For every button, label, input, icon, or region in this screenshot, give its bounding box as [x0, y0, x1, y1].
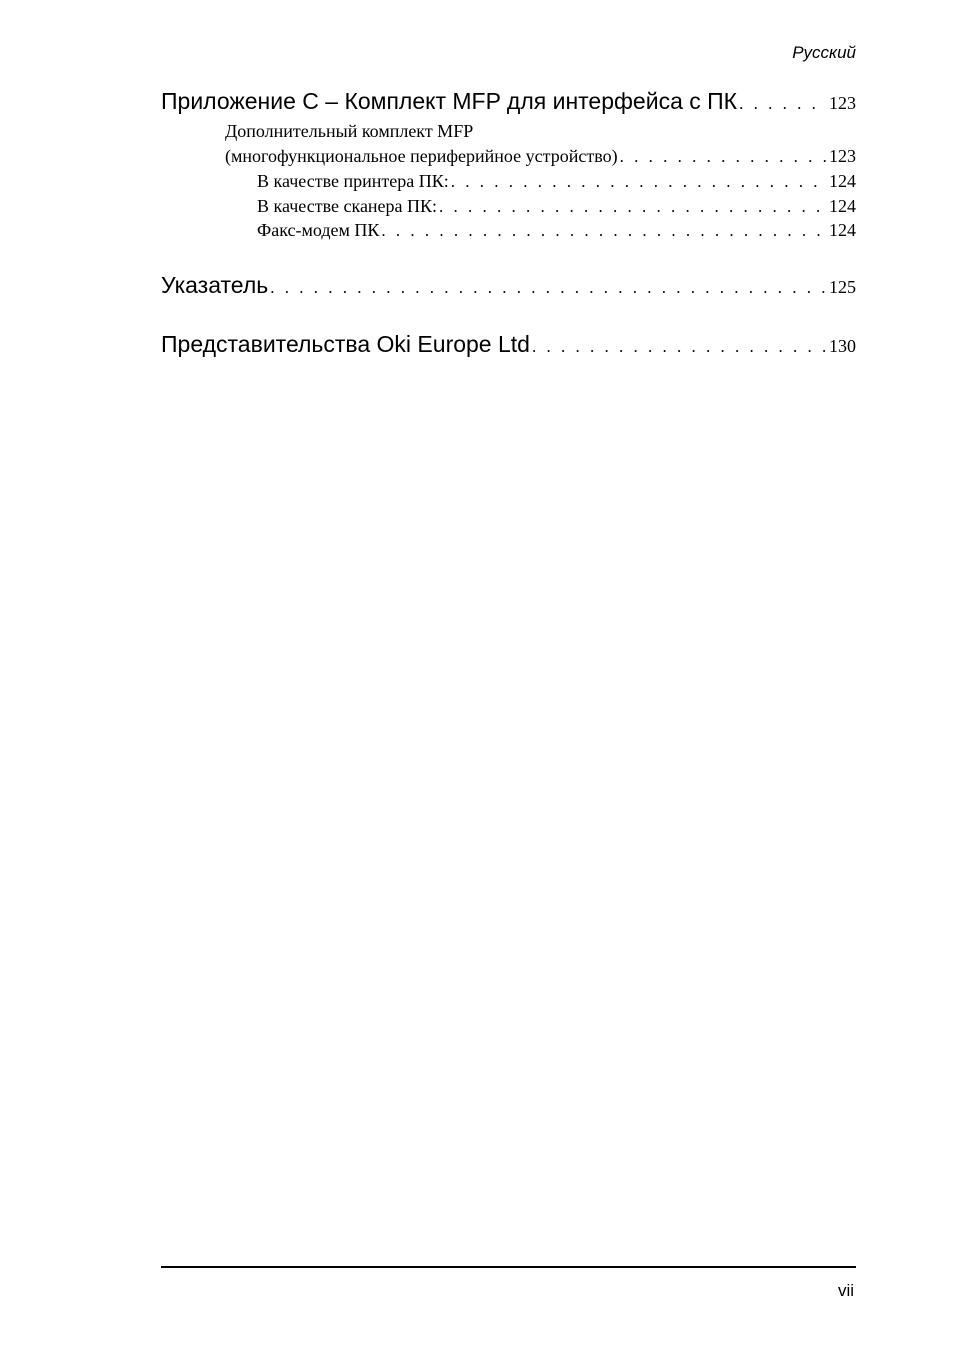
- toc-entry-index[interactable]: [161, 272, 856, 299]
- toc-entry-title: Приложение C – Комплект MFP для интерфейса с ПК: [161, 88, 738, 114]
- toc-entry-page: 124: [829, 220, 856, 240]
- dot-leader: [270, 278, 827, 298]
- toc-entry-page: 124: [829, 171, 856, 191]
- dot-leader: [451, 172, 827, 192]
- toc-entry-title: (многофункциональное периферийное устройство): [225, 146, 618, 166]
- toc-entry-title: Указатель: [161, 272, 269, 298]
- toc-entry-page: 123: [829, 93, 856, 113]
- toc-entry-title: В качестве принтера ПК:: [257, 171, 449, 191]
- toc-entry-mfp-kit-line1: Дополнительный комплект MFP: [225, 121, 474, 141]
- footer-page-number: vii: [837, 1281, 854, 1300]
- toc-entry-as-printer[interactable]: [257, 171, 856, 192]
- dot-leader: [620, 147, 827, 167]
- toc-entry-offices[interactable]: [161, 331, 856, 358]
- toc-entry-title: Факс-модем ПК: [257, 220, 380, 240]
- toc-entry-title: В качестве сканера ПК:: [257, 196, 438, 216]
- dot-leader: [439, 197, 827, 217]
- dot-leader: [532, 337, 827, 357]
- toc-entry-page: 130: [829, 336, 856, 356]
- toc-entry-fax-modem[interactable]: [257, 220, 856, 241]
- toc-entry-appendix-c[interactable]: [161, 88, 856, 115]
- toc-entry-mfp-kit[interactable]: [225, 146, 856, 167]
- header-language: Русский: [792, 43, 856, 62]
- toc-entry-page: 124: [829, 196, 856, 216]
- toc-entry-as-scanner[interactable]: [257, 196, 856, 217]
- toc-entry-page: 123: [829, 146, 856, 166]
- toc-entry-title: Представительства Oki Europe Ltd: [161, 331, 530, 357]
- toc-entry-page: 125: [829, 277, 856, 297]
- footer-divider: [161, 1266, 856, 1268]
- dot-leader: [381, 221, 827, 241]
- dot-leader: [739, 94, 827, 114]
